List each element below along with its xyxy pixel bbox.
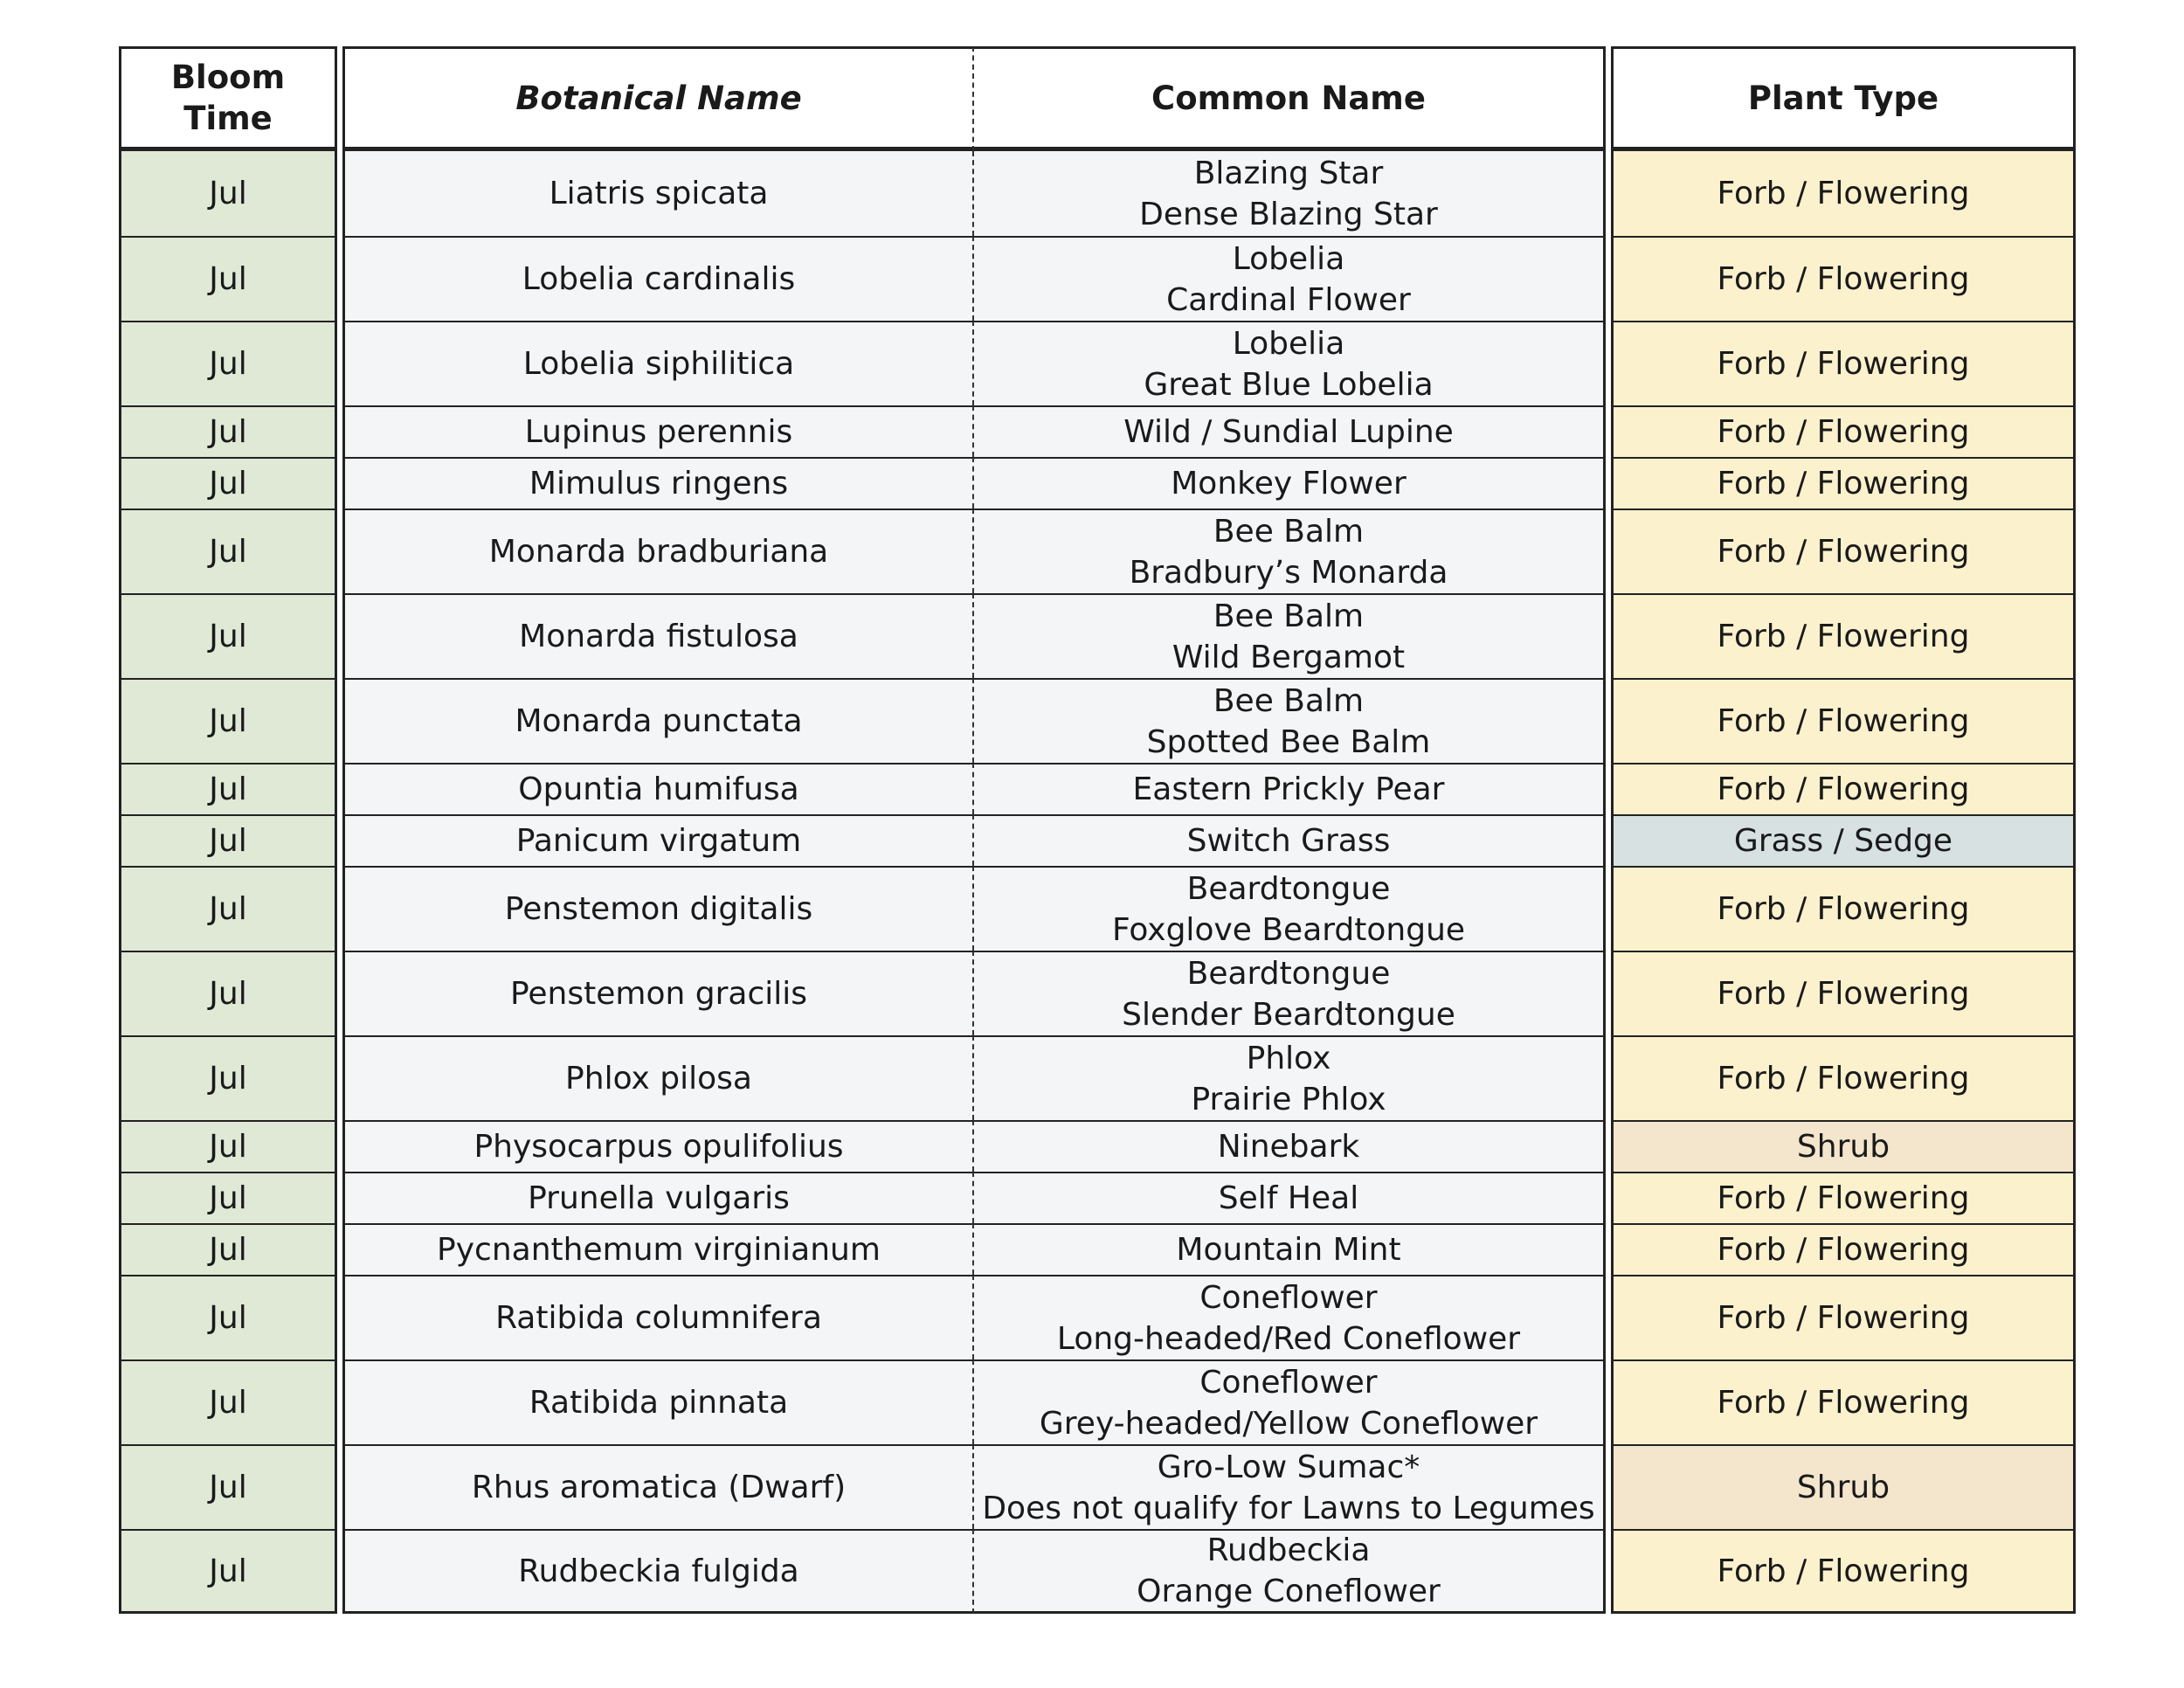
header-botanical-name-label: Botanical Name — [515, 79, 802, 117]
bloom-time-text: Jul — [209, 1300, 247, 1336]
common-name-primary: Coneflower — [1199, 1364, 1378, 1401]
common-name-primary: Bee Balm — [1213, 513, 1365, 550]
bloom-time-cell — [119, 1172, 337, 1223]
common-name-secondary: Great Blue Lobelia — [1144, 366, 1434, 403]
plant-type-text: Shrub — [1796, 1129, 1890, 1165]
bloom-time-text: Jul — [209, 176, 247, 211]
bloom-time-cell — [119, 1444, 337, 1529]
botanical-name-cell — [342, 405, 974, 457]
bloom-time-text: Jul — [209, 891, 247, 927]
plant-type-cell — [1611, 1529, 2076, 1614]
plant-type-cell — [1611, 1172, 2076, 1223]
bloom-time-cell — [119, 151, 337, 236]
botanical-name-text: Lobelia siphilitica — [522, 346, 795, 382]
common-name-cell — [974, 678, 1606, 763]
table-row — [119, 405, 2076, 457]
table-row — [119, 1120, 2076, 1172]
common-name-secondary: Wild Bergamot — [1171, 639, 1406, 675]
bloom-time-text: Jul — [209, 771, 247, 807]
botanical-name-cell — [342, 1172, 974, 1223]
plant-type-cell — [1611, 678, 2076, 763]
plant-type-cell — [1611, 814, 2076, 866]
plant-type-text: Forb / Flowering — [1717, 771, 1970, 807]
table-row — [119, 866, 2076, 951]
header-botanical-name — [342, 46, 974, 151]
botanical-name-text: Ratibida columnifera — [495, 1300, 822, 1336]
bloom-time-cell — [119, 1529, 337, 1614]
botanical-name-text: Prunella vulgaris — [528, 1180, 790, 1216]
plant-type-cell — [1611, 1120, 2076, 1172]
common-name-secondary: Prairie Phlox — [1191, 1081, 1386, 1117]
bloom-time-cell — [119, 763, 337, 814]
plant-type-text: Forb / Flowering — [1717, 1232, 1970, 1268]
table-row — [119, 321, 2076, 405]
bloom-time-text: Jul — [209, 1061, 247, 1097]
botanical-name-cell — [342, 1275, 974, 1359]
common-name-cell — [974, 508, 1606, 593]
common-name-cell — [974, 457, 1606, 508]
table-row — [119, 1172, 2076, 1223]
table-row — [119, 1035, 2076, 1120]
table-row — [119, 678, 2076, 763]
common-name-cell — [974, 866, 1606, 951]
plant-type-cell — [1611, 1223, 2076, 1275]
common-name-primary: Wild / Sundial Lupine — [1123, 414, 1454, 450]
bloom-time-cell — [119, 814, 337, 866]
bloom-time-cell — [119, 951, 337, 1035]
plant-type-cell — [1611, 151, 2076, 236]
botanical-name-cell — [342, 508, 974, 593]
plant-table — [119, 46, 2076, 1614]
bloom-time-cell — [119, 1223, 337, 1275]
plant-type-cell — [1611, 593, 2076, 678]
header-bloom-time — [119, 46, 337, 151]
botanical-name-text: Phlox pilosa — [565, 1061, 752, 1097]
botanical-name-cell — [342, 1529, 974, 1614]
botanical-name-cell — [342, 593, 974, 678]
botanical-name-text: Penstemon digitalis — [504, 891, 813, 927]
bloom-time-cell — [119, 866, 337, 951]
plant-type-text: Forb / Flowering — [1717, 1180, 1970, 1216]
common-name-cell — [974, 593, 1606, 678]
bloom-time-cell — [119, 457, 337, 508]
plant-type-cell — [1611, 405, 2076, 457]
table-row — [119, 457, 2076, 508]
common-name-secondary: Slender Beardtongue — [1122, 996, 1455, 1033]
plant-type-cell — [1611, 1035, 2076, 1120]
plant-type-cell — [1611, 763, 2076, 814]
common-name-primary: Self Heal — [1218, 1180, 1359, 1216]
plant-type-text: Shrub — [1796, 1470, 1890, 1505]
table-row — [119, 151, 2076, 236]
bloom-time-cell — [119, 405, 337, 457]
plant-type-cell — [1611, 321, 2076, 405]
bloom-time-cell — [119, 236, 337, 321]
plant-type-text: Forb / Flowering — [1717, 1553, 1970, 1589]
common-name-secondary: Dense Blazing Star — [1139, 196, 1438, 232]
bloom-time-text: Jul — [209, 1385, 247, 1421]
common-name-primary: Ninebark — [1217, 1129, 1360, 1165]
bloom-time-text: Jul — [209, 534, 247, 570]
common-name-primary: Coneflower — [1199, 1279, 1378, 1316]
common-name-secondary: Cardinal Flower — [1166, 281, 1411, 318]
bloom-time-cell — [119, 1359, 337, 1444]
table-row — [119, 763, 2076, 814]
plant-type-text: Forb / Flowering — [1717, 176, 1970, 211]
bloom-time-cell — [119, 593, 337, 678]
table-row — [119, 593, 2076, 678]
botanical-name-cell — [342, 457, 974, 508]
common-name-secondary: Does not qualify for Lawns to Legumes — [982, 1490, 1595, 1526]
bloom-time-cell — [119, 1275, 337, 1359]
bloom-time-cell — [119, 508, 337, 593]
bloom-time-text: Jul — [209, 703, 247, 739]
common-name-secondary: Long-headed/Red Coneflower — [1056, 1320, 1521, 1357]
bloom-time-text: Jul — [209, 1232, 247, 1268]
bloom-time-cell — [119, 1120, 337, 1172]
bloom-time-cell — [119, 321, 337, 405]
common-name-primary: Eastern Prickly Pear — [1132, 771, 1445, 807]
botanical-name-text: Opuntia humifusa — [518, 771, 799, 807]
common-name-secondary: Orange Coneflower — [1137, 1574, 1441, 1609]
botanical-name-cell — [342, 1223, 974, 1275]
common-name-secondary: Foxglove Beardtongue — [1111, 911, 1466, 948]
common-name-cell — [974, 1359, 1606, 1444]
common-name-cell — [974, 1275, 1606, 1359]
header-bloom-time-label: Bloom Time — [170, 59, 286, 137]
botanical-name-text: Rudbeckia fulgida — [518, 1553, 799, 1589]
common-name-primary: Phlox — [1246, 1040, 1331, 1076]
common-name-primary: Rudbeckia — [1206, 1532, 1371, 1568]
botanical-name-text: Lobelia cardinalis — [522, 261, 796, 297]
bloom-time-text: Jul — [209, 976, 247, 1012]
botanical-name-text: Monarda bradburiana — [488, 534, 829, 570]
plant-type-text: Forb / Flowering — [1717, 261, 1970, 297]
table-header — [119, 46, 2076, 151]
table-row — [119, 508, 2076, 593]
botanical-name-cell — [342, 1120, 974, 1172]
bloom-time-text: Jul — [209, 414, 247, 450]
plant-type-cell — [1611, 866, 2076, 951]
botanical-name-cell — [342, 866, 974, 951]
plant-type-text: Grass / Sedge — [1733, 823, 1953, 859]
plant-type-cell — [1611, 1444, 2076, 1529]
table-row — [119, 1223, 2076, 1275]
botanical-name-cell — [342, 1444, 974, 1529]
bloom-time-text: Jul — [209, 823, 247, 859]
common-name-cell — [974, 321, 1606, 405]
botanical-name-cell — [342, 951, 974, 1035]
bloom-time-cell — [119, 678, 337, 763]
plant-type-cell — [1611, 1275, 2076, 1359]
plant-type-text: Forb / Flowering — [1717, 1061, 1970, 1097]
header-common-name-label: Common Name — [1151, 79, 1426, 117]
bloom-time-text: Jul — [209, 346, 247, 382]
botanical-name-text: Physocarpus opulifolius — [473, 1129, 844, 1165]
bloom-time-text: Jul — [209, 1129, 247, 1165]
common-name-cell — [974, 1444, 1606, 1529]
table-row — [119, 1529, 2076, 1614]
common-name-cell — [974, 763, 1606, 814]
botanical-name-text: Monarda punctata — [515, 703, 803, 739]
plant-type-text: Forb / Flowering — [1717, 1300, 1970, 1336]
common-name-cell — [974, 1035, 1606, 1120]
header-plant-type-label: Plant Type — [1747, 79, 1939, 117]
botanical-name-text: Panicum virgatum — [515, 823, 802, 859]
plant-type-cell — [1611, 1359, 2076, 1444]
common-name-cell — [974, 814, 1606, 866]
common-name-primary: Bee Balm — [1213, 598, 1365, 634]
botanical-name-text: Lupinus perennis — [524, 414, 793, 450]
plant-type-text: Forb / Flowering — [1717, 703, 1970, 739]
botanical-name-cell — [342, 814, 974, 866]
plant-type-cell — [1611, 951, 2076, 1035]
table-row — [119, 236, 2076, 321]
plant-type-text: Forb / Flowering — [1717, 346, 1970, 382]
plant-type-text: Forb / Flowering — [1717, 534, 1970, 570]
bloom-time-text: Jul — [209, 1470, 247, 1505]
common-name-cell — [974, 1120, 1606, 1172]
common-name-cell — [974, 151, 1606, 236]
plant-type-text: Forb / Flowering — [1717, 619, 1970, 654]
plant-type-cell — [1611, 457, 2076, 508]
common-name-primary: Lobelia — [1232, 240, 1345, 277]
common-name-secondary: Grey-headed/Yellow Coneflower — [1039, 1405, 1538, 1442]
common-name-cell — [974, 405, 1606, 457]
botanical-name-text: Monarda fistulosa — [519, 619, 798, 654]
common-name-cell — [974, 1172, 1606, 1223]
bloom-time-text: Jul — [209, 466, 247, 502]
botanical-name-text: Mimulus ringens — [529, 466, 789, 502]
common-name-primary: Switch Grass — [1186, 823, 1391, 859]
botanical-name-cell — [342, 236, 974, 321]
table-row — [119, 1275, 2076, 1359]
table-row — [119, 814, 2076, 866]
table-row — [119, 1444, 2076, 1529]
plant-type-text: Forb / Flowering — [1717, 891, 1970, 927]
botanical-name-cell — [342, 1359, 974, 1444]
common-name-secondary: Spotted Bee Balm — [1146, 723, 1431, 760]
common-name-primary: Blazing Star — [1193, 155, 1384, 191]
bloom-time-text: Jul — [209, 1180, 247, 1216]
botanical-name-text: Liatris spicata — [549, 176, 769, 211]
botanical-name-cell — [342, 763, 974, 814]
header-common-name — [974, 46, 1606, 151]
botanical-name-text: Pycnanthemum virginianum — [437, 1232, 881, 1268]
botanical-name-text: Penstemon gracilis — [509, 976, 808, 1012]
botanical-name-cell — [342, 321, 974, 405]
table-row — [119, 1359, 2076, 1444]
plant-type-text: Forb / Flowering — [1717, 466, 1970, 502]
plant-type-text: Forb / Flowering — [1717, 414, 1970, 450]
plant-type-cell — [1611, 508, 2076, 593]
common-name-secondary: Bradbury’s Monarda — [1129, 554, 1448, 591]
common-name-cell — [974, 951, 1606, 1035]
botanical-name-cell — [342, 678, 974, 763]
bloom-time-cell — [119, 1035, 337, 1120]
botanical-name-cell — [342, 1035, 974, 1120]
botanical-name-text: Ratibida pinnata — [529, 1385, 789, 1421]
plant-type-text: Forb / Flowering — [1717, 976, 1970, 1012]
bloom-time-text: Jul — [209, 1553, 247, 1589]
common-name-cell — [974, 1529, 1606, 1614]
common-name-cell — [974, 236, 1606, 321]
common-name-cell — [974, 1223, 1606, 1275]
common-name-primary: Gro-Low Sumac* — [1157, 1449, 1420, 1485]
table-body — [119, 151, 2076, 1614]
botanical-name-cell — [342, 151, 974, 236]
common-name-primary: Mountain Mint — [1176, 1232, 1401, 1268]
common-name-primary: Beardtongue — [1186, 955, 1391, 992]
plant-type-cell — [1611, 236, 2076, 321]
common-name-primary: Bee Balm — [1213, 682, 1365, 719]
table-row — [119, 951, 2076, 1035]
bloom-time-text: Jul — [209, 619, 247, 654]
botanical-name-text: Rhus aromatica (Dwarf) — [471, 1470, 847, 1505]
common-name-primary: Lobelia — [1232, 325, 1345, 362]
common-name-primary: Beardtongue — [1186, 870, 1391, 907]
bloom-time-text: Jul — [209, 261, 247, 297]
header-plant-type — [1611, 46, 2076, 151]
common-name-primary: Monkey Flower — [1171, 466, 1406, 502]
plant-type-text: Forb / Flowering — [1717, 1385, 1970, 1421]
